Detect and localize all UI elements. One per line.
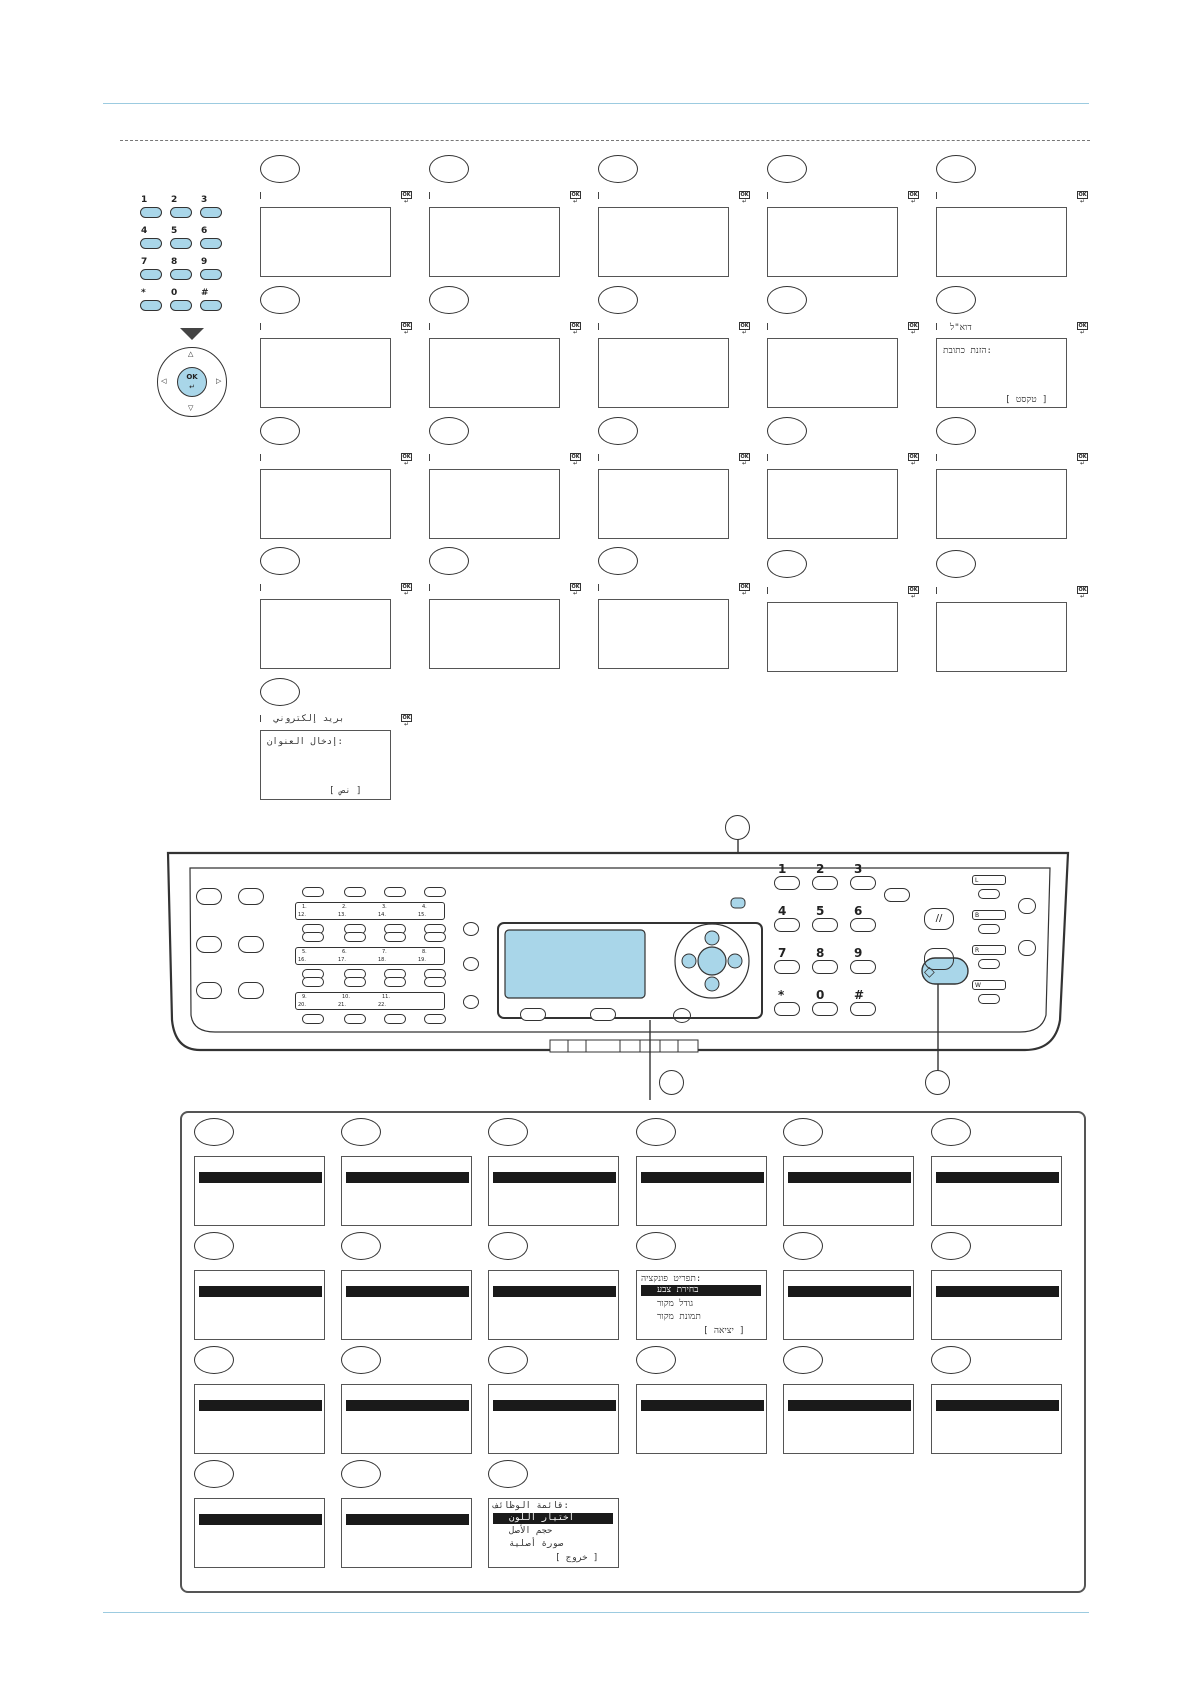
return-icon: ↵ xyxy=(741,198,748,205)
step-callout xyxy=(488,1346,528,1374)
lcd-screen xyxy=(488,1270,619,1340)
one-touch-label: 7. xyxy=(382,949,387,955)
keypad-label: 0 xyxy=(171,288,178,298)
return-icon: ↵ xyxy=(741,329,748,336)
arrow-down-icon: ▽ xyxy=(188,404,194,412)
return-icon: ↵ xyxy=(403,198,410,205)
keypad-label: * xyxy=(141,288,146,298)
screen-softkey: [ نص ] xyxy=(329,786,362,796)
lcd-screen xyxy=(931,1156,1062,1226)
menu-highlight xyxy=(493,1400,616,1411)
menu-highlight xyxy=(199,1172,322,1183)
ok-label: OK xyxy=(402,584,411,590)
one-touch-label: 10. xyxy=(342,994,350,1000)
menu-highlight xyxy=(199,1286,322,1297)
keypad-label: 2 xyxy=(171,195,178,205)
return-icon: ↵ xyxy=(1079,460,1086,467)
menu-highlight xyxy=(493,1286,616,1297)
menu-highlight xyxy=(641,1172,764,1183)
one-touch-label: 19. xyxy=(418,957,426,963)
lcd-screen xyxy=(194,1270,325,1340)
lcd-screen xyxy=(194,1156,325,1226)
menu-highlight xyxy=(788,1172,911,1183)
lcd-screen xyxy=(488,1498,619,1568)
number-key-label: 2 xyxy=(816,862,825,876)
lcd-screen xyxy=(194,1498,325,1568)
step-callout xyxy=(931,1232,971,1260)
number-key-label: * xyxy=(778,988,785,1002)
menu-title: תפריט פונקציה: xyxy=(641,1274,702,1284)
one-touch-label: 16. xyxy=(298,957,306,963)
lcd-screen xyxy=(488,1384,619,1454)
keypad-label: 4 xyxy=(141,226,148,236)
ok-label: OK xyxy=(571,323,580,329)
menu-item-selected: בחירת צבע xyxy=(657,1285,699,1295)
step-callout xyxy=(341,1232,381,1260)
number-key-label: 6 xyxy=(854,904,863,918)
step-callout xyxy=(931,1118,971,1146)
one-touch-label: 20. xyxy=(298,1002,306,1008)
menu-highlight xyxy=(936,1400,1059,1411)
one-touch-label: 22. xyxy=(378,1002,386,1008)
return-icon: ↵ xyxy=(572,590,579,597)
step-callout xyxy=(636,1232,676,1260)
number-key-label: 1 xyxy=(778,862,787,876)
menu-softkey: [ יציאה ] xyxy=(703,1326,745,1336)
step-callout xyxy=(488,1232,528,1260)
return-icon: ↵ xyxy=(910,593,917,600)
one-touch-label: 21. xyxy=(338,1002,346,1008)
lcd-screen xyxy=(636,1384,767,1454)
ok-label: OK xyxy=(909,587,918,593)
return-icon: ↵ xyxy=(572,460,579,467)
status-indicator: L xyxy=(972,875,1006,885)
step-callout xyxy=(783,1346,823,1374)
menu-highlight xyxy=(493,1513,613,1524)
number-key-label: 4 xyxy=(778,904,787,918)
lcd-screen xyxy=(341,1384,472,1454)
menu-highlight xyxy=(788,1400,911,1411)
number-key-label: 8 xyxy=(816,946,825,960)
menu-highlight xyxy=(199,1400,322,1411)
ok-label: OK xyxy=(571,454,580,460)
keypad-label: 8 xyxy=(171,257,178,267)
return-icon: ↵ xyxy=(403,721,410,728)
one-touch-label: 3. xyxy=(382,904,387,910)
screen-softkey: [ טקסט ] xyxy=(1005,395,1048,405)
menu-softkey: [ خروج ] xyxy=(555,1553,599,1563)
arrow-up-icon: △ xyxy=(188,350,194,358)
one-touch-label: 2. xyxy=(342,904,347,910)
ok-label: OK xyxy=(1078,323,1087,329)
return-icon: ↵ xyxy=(403,460,410,467)
menu-highlight xyxy=(641,1400,764,1411)
menu-highlight xyxy=(346,1172,469,1183)
ok-label: OK xyxy=(571,584,580,590)
lcd-screen xyxy=(341,1270,472,1340)
menu-highlight xyxy=(346,1514,469,1525)
return-icon: ↵ xyxy=(741,460,748,467)
step-callout xyxy=(783,1118,823,1146)
step-callout xyxy=(194,1460,234,1488)
ok-label: OK xyxy=(402,192,411,198)
step-callout xyxy=(488,1118,528,1146)
ok-label: OK xyxy=(186,373,198,381)
screen-title: דוא"ל xyxy=(950,323,972,333)
ok-label: OK xyxy=(402,715,411,721)
ok-label: OK xyxy=(740,454,749,460)
one-touch-label: 8. xyxy=(422,949,427,955)
step-callout xyxy=(783,1232,823,1260)
menu-highlight xyxy=(641,1285,761,1296)
arrow-right-icon: ▷ xyxy=(216,377,222,385)
keypad-label: 1 xyxy=(141,195,148,205)
keypad-label: 5 xyxy=(171,226,178,236)
return-icon: ↵ xyxy=(189,383,195,391)
step-callout xyxy=(341,1118,381,1146)
menu-title: قائمة الوظائف: xyxy=(493,1501,569,1511)
menu-highlight xyxy=(936,1172,1059,1183)
one-touch-label: 4. xyxy=(422,904,427,910)
ok-label: OK xyxy=(1078,587,1087,593)
ok-label: OK xyxy=(740,323,749,329)
lcd-screen xyxy=(636,1270,767,1340)
menu-highlight xyxy=(199,1514,322,1525)
number-key-label: 7 xyxy=(778,946,787,960)
status-indicator: B xyxy=(972,910,1006,920)
status-indicator: W xyxy=(972,980,1006,990)
ok-label: OK xyxy=(1078,192,1087,198)
lcd-screen xyxy=(783,1156,914,1226)
lcd-screen xyxy=(931,1270,1062,1340)
number-key-label: 9 xyxy=(854,946,863,960)
lcd-screen xyxy=(636,1156,767,1226)
ok-label: OK xyxy=(402,323,411,329)
one-touch-label: 13. xyxy=(338,912,346,918)
number-key-label: 5 xyxy=(816,904,825,918)
menu-highlight xyxy=(346,1286,469,1297)
screen-prompt: إدخال العنوان: xyxy=(267,737,343,747)
arrow-left-icon: ◁ xyxy=(161,377,167,385)
ok-label: OK xyxy=(571,192,580,198)
lcd-screen xyxy=(783,1270,914,1340)
step-callout xyxy=(488,1460,528,1488)
number-key-label: 0 xyxy=(816,988,825,1002)
ok-label: OK xyxy=(909,192,918,198)
return-icon: ↵ xyxy=(910,460,917,467)
return-icon: ↵ xyxy=(1079,329,1086,336)
one-touch-label: 6. xyxy=(342,949,347,955)
menu-highlight xyxy=(788,1286,911,1297)
return-icon: ↵ xyxy=(1079,593,1086,600)
keypad-label: 3 xyxy=(201,195,208,205)
lcd-screen xyxy=(488,1156,619,1226)
start-icon: ◇ xyxy=(924,964,935,980)
screen-title: بريد إلكتروني xyxy=(274,714,345,724)
ok-label: OK xyxy=(909,454,918,460)
lcd-screen xyxy=(931,1384,1062,1454)
lcd-screen xyxy=(194,1384,325,1454)
menu-item: גודל מקור xyxy=(657,1299,694,1309)
return-icon: ↵ xyxy=(572,329,579,336)
one-touch-label: 9. xyxy=(302,994,307,1000)
one-touch-label: 18. xyxy=(378,957,386,963)
step-callout xyxy=(194,1232,234,1260)
menu-item-selected: اختيار اللون xyxy=(509,1513,575,1523)
menu-item: תמונת מקור xyxy=(657,1312,701,1322)
menu-highlight xyxy=(493,1172,616,1183)
return-icon: ↵ xyxy=(910,198,917,205)
one-touch-label: 5. xyxy=(302,949,307,955)
return-icon: ↵ xyxy=(1079,198,1086,205)
keypad-label: 6 xyxy=(201,226,208,236)
lcd-screen xyxy=(341,1156,472,1226)
menu-item: صورة أصلية xyxy=(509,1539,564,1549)
one-touch-label: 14. xyxy=(378,912,386,918)
ok-label: OK xyxy=(402,454,411,460)
step-callout xyxy=(194,1118,234,1146)
return-icon: ↵ xyxy=(403,590,410,597)
step-callout xyxy=(931,1346,971,1374)
status-indicator: R xyxy=(972,945,1006,955)
stop-key: // xyxy=(924,908,954,930)
one-touch-label: 15. xyxy=(418,912,426,918)
return-icon: ↵ xyxy=(741,590,748,597)
lcd-screen xyxy=(783,1384,914,1454)
step-callout xyxy=(636,1118,676,1146)
keypad-label: 7 xyxy=(141,257,148,267)
return-icon: ↵ xyxy=(910,329,917,336)
ok-label: OK xyxy=(1078,454,1087,460)
one-touch-label: 12. xyxy=(298,912,306,918)
keypad-label: 9 xyxy=(201,257,208,267)
one-touch-label: 11. xyxy=(382,994,390,1000)
menu-item: حجم الأصل xyxy=(509,1526,553,1536)
lcd-screen xyxy=(341,1498,472,1568)
ok-label: OK xyxy=(740,584,749,590)
step-callout xyxy=(341,1346,381,1374)
step-callout xyxy=(636,1346,676,1374)
step-callout xyxy=(194,1346,234,1374)
screen-prompt: הזנת כתובת: xyxy=(943,346,992,356)
step-callout xyxy=(341,1460,381,1488)
number-key-label: # xyxy=(854,988,865,1002)
keypad-label: # xyxy=(201,288,209,298)
menu-highlight xyxy=(346,1400,469,1411)
ok-label: OK xyxy=(740,192,749,198)
one-touch-label: 1. xyxy=(302,904,307,910)
menu-highlight xyxy=(936,1286,1059,1297)
one-touch-label: 17. xyxy=(338,957,346,963)
number-key-label: 3 xyxy=(854,862,863,876)
return-icon: ↵ xyxy=(403,329,410,336)
ok-label: OK xyxy=(909,323,918,329)
return-icon: ↵ xyxy=(572,198,579,205)
